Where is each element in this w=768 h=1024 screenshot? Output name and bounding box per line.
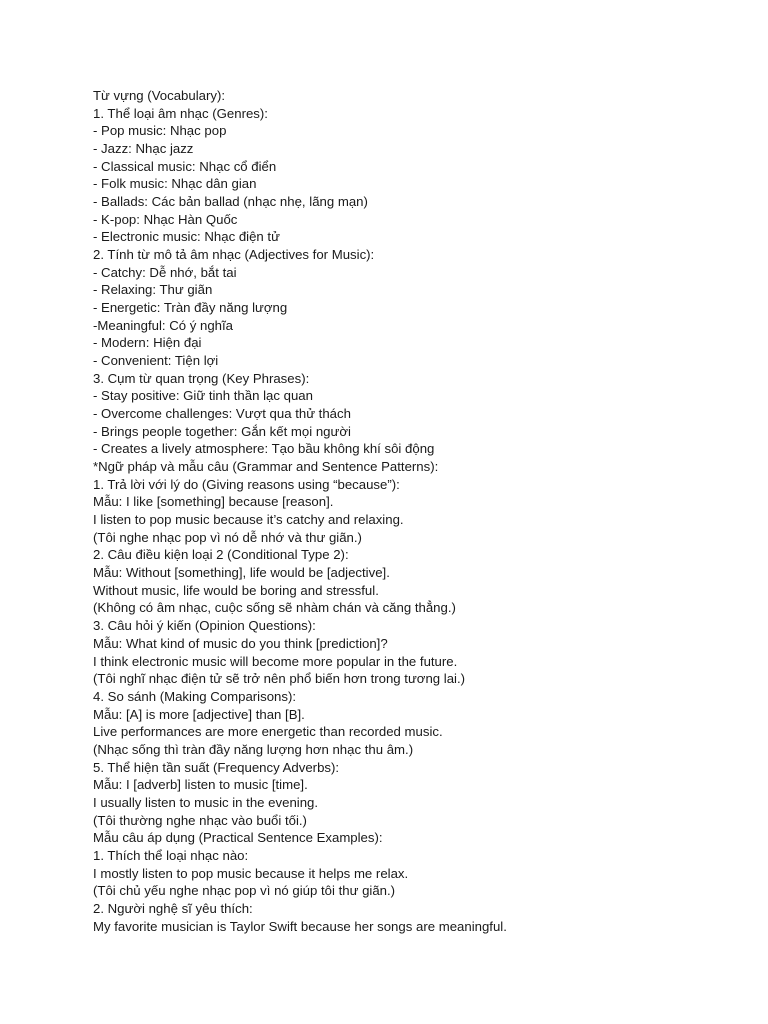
text-line: 1. Thích thể loại nhạc nào: (93, 847, 249, 863)
text-line: - Convenient: Tiện lợi (93, 353, 219, 369)
text-line: - Pop music: Nhạc pop (93, 123, 227, 139)
text-line: - Relaxing: Thư giãn (93, 282, 213, 298)
text-line: - Folk music: Nhạc dân gian (93, 176, 257, 192)
text-line: - Jazz: Nhạc jazz (93, 141, 194, 157)
text-line: (Tôi nghe nhạc pop vì nó dễ nhớ và thư giãn.) (93, 529, 362, 545)
text-line: (Không có âm nhạc, cuộc sống sẽ nhàm chán và căng thẳng.) (93, 600, 456, 616)
text-line: - Modern: Hiện đại (93, 335, 202, 351)
text-line: - Ballads: Các bản ballad (nhạc nhẹ, lãng mạn) (93, 194, 368, 210)
text-line: Without music, life would be boring and stressful. (93, 582, 379, 598)
text-line: Mẫu: What kind of music do you think [prediction]? (93, 635, 388, 651)
text-line: - Catchy: Dễ nhớ, bắt tai (93, 264, 237, 280)
text-line: Từ vựng (Vocabulary): (93, 88, 225, 103)
text-line: Mẫu: Without [something], life would be [adjective]. (93, 565, 390, 581)
text-line: 1. Trả lời với lý do (Giving reasons using “because”): (93, 476, 400, 492)
text-line: - Classical music: Nhạc cổ điển (93, 158, 277, 174)
text-line: - Creates a lively atmosphere: Tạo bầu không khí sôi động (93, 441, 435, 457)
text-line: 2. Câu điều kiện loại 2 (Conditional Type 2): (93, 547, 349, 563)
text-line: - K-pop: Nhạc Hàn Quốc (93, 211, 238, 227)
text-line: 3. Câu hỏi ý kiến (Opinion Questions): (93, 618, 316, 634)
text-line: Live performances are more energetic than recorded music. (93, 724, 443, 740)
text-line: Mẫu câu áp dụng (Practical Sentence Examples): (93, 830, 383, 846)
text-line: (Tôi thường nghe nhạc vào buổi tối.) (93, 812, 307, 828)
text-line: (Nhạc sống thì tràn đầy năng lượng hơn nhạc thu âm.) (93, 741, 414, 757)
text-line: Mẫu: I like [something] because [reason]. (93, 494, 334, 510)
text-line: - Stay positive: Giữ tinh thần lạc quan (93, 388, 313, 404)
text-line: I listen to pop music because it’s catchy and relaxing. (93, 512, 404, 528)
text-line: 2. Người nghệ sĩ yêu thích: (93, 900, 253, 916)
text-line: 1. Thể loại âm nhạc (Genres): (93, 105, 268, 121)
text-line: 5. Thể hiện tần suất (Frequency Adverbs): (93, 759, 340, 775)
text-line: *Ngữ pháp và mẫu câu (Grammar and Sentence Patterns): (93, 459, 439, 475)
text-line: - Overcome challenges: Vượt qua thử thách (93, 406, 351, 422)
text-line: 4. So sánh (Making Comparisons): (93, 688, 297, 704)
text-line: - Electronic music: Nhạc điện tử (93, 229, 280, 245)
text-line: 3. Cụm từ quan trọng (Key Phrases): (93, 370, 310, 386)
document-body (93, 87, 733, 935)
text-line: Mẫu: I [adverb] listen to music [time]. (93, 777, 308, 793)
text-line: (Tôi chủ yếu nghe nhạc pop vì nó giúp tôi thư giãn.) (93, 883, 396, 899)
text-line: 2. Tính từ mô tả âm nhạc (Adjectives for Music): (93, 247, 375, 263)
text-line: -Meaningful: Có ý nghĩa (93, 317, 234, 333)
text-line: Mẫu: [A] is more [adjective] than [B]. (93, 706, 305, 722)
text-line: I usually listen to music in the evening. (93, 794, 319, 810)
text-line: I think electronic music will become more popular in the future. (93, 653, 458, 669)
text-line: My favorite musician is Taylor Swift because her songs are meaningful. (93, 918, 507, 934)
text-line: (Tôi nghĩ nhạc điện tử sẽ trở nên phổ biến hơn trong tương lai.) (93, 671, 466, 687)
text-line: I mostly listen to pop music because it helps me relax. (93, 865, 409, 881)
text-line: - Energetic: Tràn đầy năng lượng (93, 300, 288, 316)
text-line: - Brings people together: Gắn kết mọi người (93, 423, 351, 439)
